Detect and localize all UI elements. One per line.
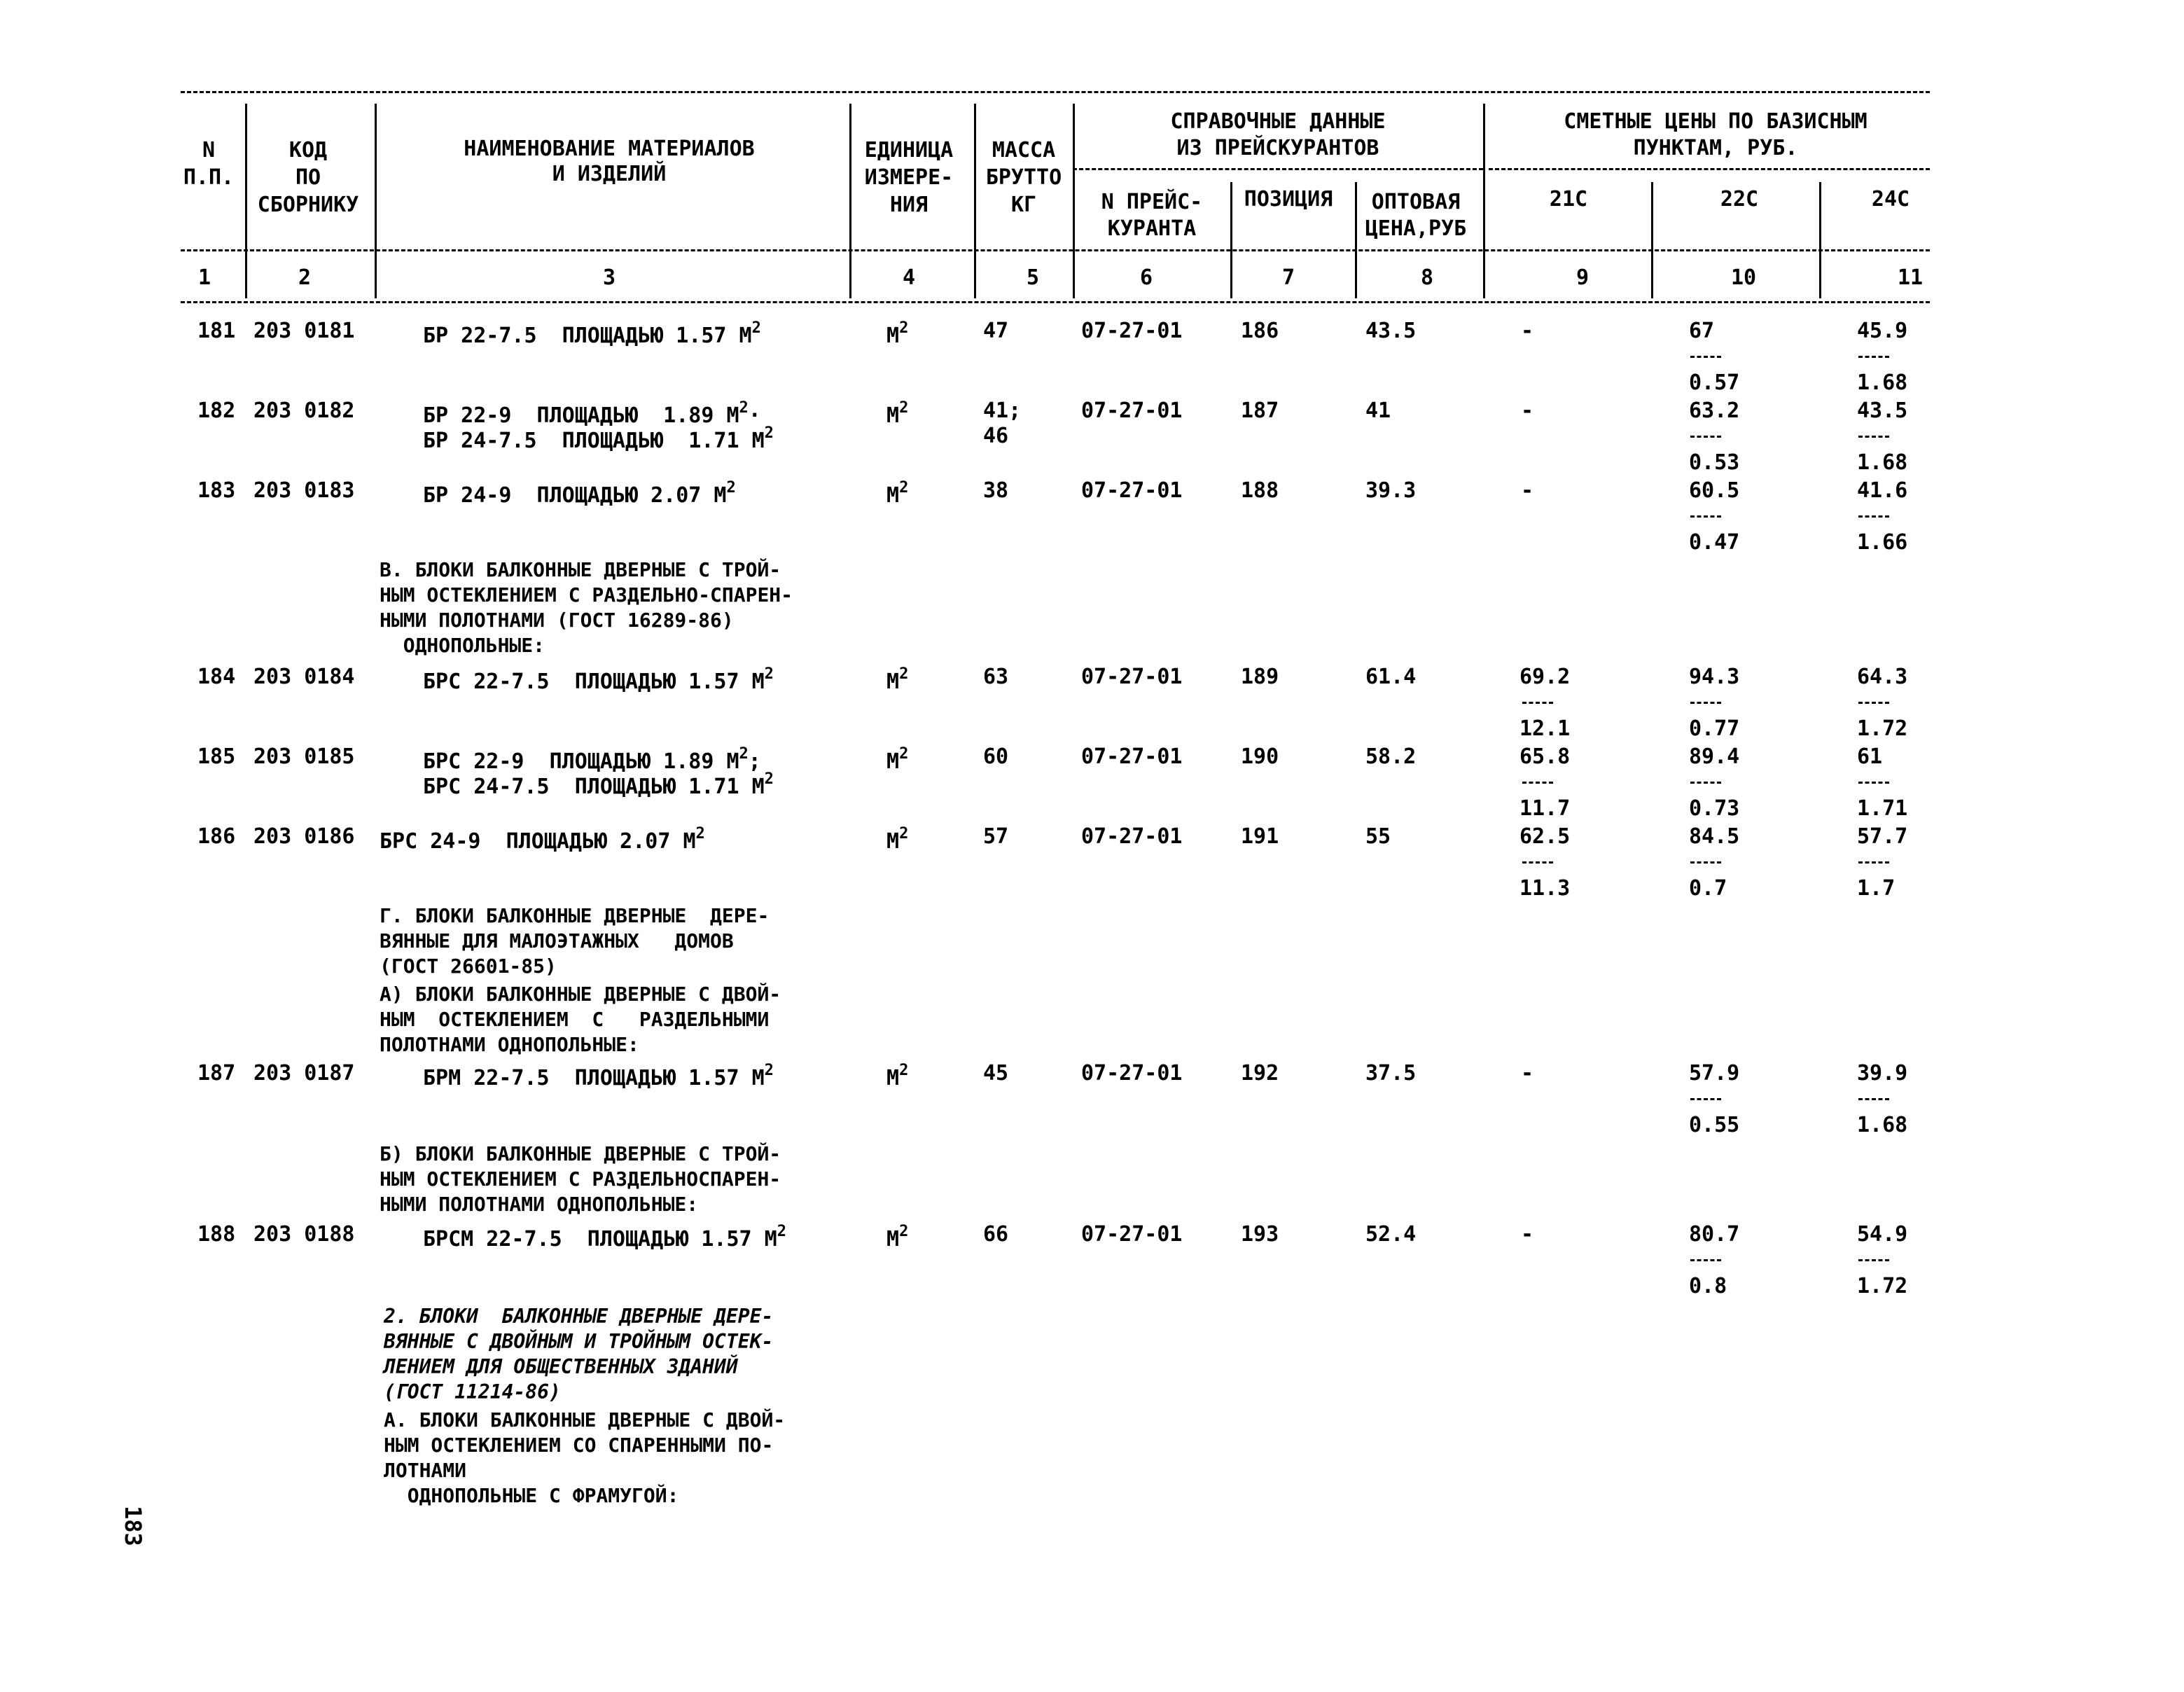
header-col-wholesale: ОПТОВАЯ ЦЕНА,РУБ	[1365, 190, 1467, 241]
row-name: БР 24-9 ПЛОЩАДЬЮ 2.07 $М^2$	[423, 479, 736, 508]
row-price-22c-sub: 0.53	[1689, 450, 1740, 475]
heading-line: (ГОСТ 11214-86)	[384, 1380, 561, 1403]
fraction-separator	[1858, 861, 1889, 864]
col-number-3: 3	[602, 265, 616, 290]
row-price-21c: -	[1521, 398, 1534, 423]
row-position: 190	[1241, 744, 1279, 769]
heading-line: ПОЛОТНАМИ ОДНОПОЛЬНЫЕ:	[380, 1033, 639, 1056]
heading-line: НЫМ ОСТЕКЛЕНИЕМ СО СПАРЕННЫМИ ПО-	[384, 1434, 774, 1457]
row-wholesale: 39.3	[1365, 478, 1417, 503]
col-number-11: 11	[1897, 265, 1924, 290]
heading-line: А. БЛОКИ БАЛКОННЫЕ ДВЕРНЫЕ С ДВОЙ-	[384, 1408, 786, 1431]
row-wholesale: 55	[1365, 824, 1391, 849]
row-number: 184	[197, 665, 236, 689]
row-price-21c-sub: 12.1	[1519, 716, 1571, 741]
row-price-24c-sub: 1.66	[1857, 530, 1908, 555]
row-price-list: 07-27-01	[1081, 398, 1183, 423]
row-price-list: 07-27-01	[1081, 744, 1183, 769]
row-name: БРМ 22-7.5 ПЛОЩАДЬЮ 1.57 $М^2$	[423, 1062, 774, 1090]
row-unit: $М^2$	[886, 1223, 909, 1251]
row-price-21c-sub: 11.7	[1519, 796, 1571, 821]
row-price-21c: -	[1521, 1061, 1534, 1086]
fraction-separator	[1858, 782, 1889, 784]
header-group-estimated: СМЕТНЫЕ ЦЕНЫ ПО БАЗИСНЫМ ПУНКТАМ, РУБ.	[1564, 109, 1867, 160]
row-wholesale: 61.4	[1365, 665, 1417, 689]
row-wholesale: 52.4	[1365, 1222, 1417, 1247]
row-wholesale: 58.2	[1365, 744, 1417, 769]
row-mass: 60	[983, 744, 1009, 769]
row-unit: $М^2$	[886, 319, 909, 348]
row-position: 188	[1241, 478, 1279, 503]
row-price-list: 07-27-01	[1081, 1222, 1183, 1247]
heading-line: Г. БЛОКИ БАЛКОННЫЕ ДВЕРНЫЕ ДЕРЕ-	[380, 904, 770, 927]
header-bottom-rule	[181, 301, 1930, 303]
row-mass: 45	[983, 1061, 1009, 1086]
fraction-separator	[1690, 356, 1721, 358]
row-code: 203 0185	[253, 744, 355, 769]
header-divider	[1651, 182, 1653, 298]
heading-line: ОДНОПОЛЬНЫЕ:	[380, 634, 545, 657]
fraction-separator	[1690, 1098, 1721, 1100]
row-mass: 47	[983, 319, 1009, 343]
row-name: БР 22-9 ПЛОЩАДЬЮ 1.89 $М^2\cdot$	[423, 399, 761, 428]
heading-line: Б) БЛОКИ БАЛКОННЫЕ ДВЕРНЫЕ С ТРОЙ-	[380, 1142, 781, 1165]
fraction-separator	[1522, 861, 1553, 864]
row-number: 186	[197, 824, 236, 849]
row-price-24c-sub: 1.68	[1857, 450, 1908, 475]
fraction-separator	[1522, 702, 1553, 704]
heading-line: (ГОСТ 26601-85)	[380, 955, 557, 978]
heading-line: НЫМИ ПОЛОТНАМИ ОДНОПОЛЬНЫЕ:	[380, 1193, 699, 1216]
row-unit: $М^2$	[886, 825, 909, 854]
row-number: 188	[197, 1222, 236, 1247]
fraction-separator	[1690, 782, 1721, 784]
row-name: БРС 22-9 ПЛОЩАДЬЮ 1.89 $М^2$;	[423, 745, 761, 774]
header-group-reference: СПРАВОЧНЫЕ ДАННЫЕ ИЗ ПРЕЙСКУРАНТОВ	[1170, 109, 1386, 160]
row-price-22c: 63.2	[1689, 398, 1740, 423]
heading-line: В. БЛОКИ БАЛКОННЫЕ ДВЕРНЫЕ С ТРОЙ-	[380, 558, 781, 581]
fraction-separator	[1522, 782, 1553, 784]
row-name: БРС 22-7.5 ПЛОЩАДЬЮ 1.57 $М^2$	[423, 665, 774, 694]
row-price-24c: 39.9	[1857, 1061, 1908, 1086]
row-position: 191	[1241, 824, 1279, 849]
row-price-24c-sub: 1.68	[1857, 1113, 1908, 1137]
header-divider	[245, 104, 247, 298]
row-name: БРСМ 22-7.5 ПЛОЩАДЬЮ 1.57 $М^2$	[423, 1223, 786, 1251]
fraction-separator	[1858, 1259, 1889, 1261]
fraction-separator	[1690, 436, 1721, 438]
row-price-24c: 61	[1857, 744, 1883, 769]
row-price-24c: 43.5	[1857, 398, 1908, 423]
row-position: 187	[1241, 398, 1279, 423]
row-wholesale: 41	[1365, 398, 1391, 423]
col-number-2: 2	[298, 265, 312, 290]
heading-line: НЫМИ ПОЛОТНАМИ (ГОСТ 16289-86)	[380, 609, 734, 632]
header-col-mass: МАССА БРУТТО КГ	[985, 138, 1062, 217]
row-price-21c-sub: 11.3	[1519, 876, 1571, 901]
row-price-21c: -	[1521, 478, 1534, 503]
row-price-21c: 65.8	[1519, 744, 1571, 769]
row-price-22c: 67	[1689, 319, 1715, 343]
heading-line: НЫМ ОСТЕКЛЕНИЕМ С РАЗДЕЛЬНО-СПАРЕН-	[380, 583, 793, 606]
row-unit: $М^2$	[886, 665, 909, 694]
row-price-list: 07-27-01	[1081, 824, 1183, 849]
row-code: 203 0186	[253, 824, 355, 849]
row-number: 187	[197, 1061, 236, 1086]
header-top-rule	[181, 91, 1930, 93]
heading-line: ВЯННЫЕ С ДВОЙНЫМ И ТРОЙНЫМ ОСТЕК-	[384, 1330, 774, 1353]
row-unit: $М^2$	[886, 399, 909, 428]
row-mass: 63	[983, 665, 1009, 689]
heading-line: ЛЕНИЕМ ДЛЯ ОБЩЕСТВЕННЫХ ЗДАНИЙ	[384, 1355, 738, 1378]
fraction-separator	[1690, 861, 1721, 864]
page-number: 183	[120, 1506, 146, 1546]
header-mid-rule	[181, 249, 1930, 251]
row-price-list: 07-27-01	[1081, 665, 1183, 689]
header-divider	[1483, 104, 1485, 298]
row-price-list: 07-27-01	[1081, 319, 1183, 343]
fraction-separator	[1690, 515, 1721, 518]
row-price-24c-sub: 1.71	[1857, 796, 1908, 821]
col-number-6: 6	[1139, 265, 1153, 290]
row-number: 185	[197, 744, 236, 769]
col-number-9: 9	[1576, 265, 1590, 290]
row-unit: $М^2$	[886, 1062, 909, 1090]
row-price-24c: 45.9	[1857, 319, 1908, 343]
row-name: БРС 24-9 ПЛОЩАДЬЮ 2.07 $М^2$	[380, 825, 705, 854]
row-mass: 38	[983, 478, 1009, 503]
fraction-separator	[1858, 515, 1889, 518]
header-divider	[1355, 182, 1357, 298]
row-price-22c: 94.3	[1689, 665, 1740, 689]
heading-line: ЛОТНАМИ	[384, 1459, 467, 1482]
row-name-line2: БРС 24-7.5 ПЛОЩАДЬЮ 1.71 $М^2$	[423, 770, 774, 799]
row-code: 203 0181	[253, 319, 355, 343]
header-col-number: N П.П.	[183, 138, 235, 190]
header-divider	[375, 104, 377, 298]
row-price-22c: 57.9	[1689, 1061, 1740, 1086]
fraction-separator	[1858, 436, 1889, 438]
row-position: 186	[1241, 319, 1279, 343]
header-divider	[1819, 182, 1821, 298]
row-mass: 57	[983, 824, 1009, 849]
row-price-22c-sub: 0.47	[1689, 530, 1740, 555]
row-price-24c: 41.6	[1857, 478, 1908, 503]
row-price-21c: -	[1521, 1222, 1534, 1247]
row-number: 183	[197, 478, 236, 503]
col-number-7: 7	[1281, 265, 1295, 290]
row-price-22c-sub: 0.55	[1689, 1113, 1740, 1137]
header-col-21c: 21С	[1549, 187, 1588, 212]
header-col-24c: 24С	[1871, 187, 1910, 212]
header-divider	[1230, 182, 1232, 298]
row-price-21c: -	[1521, 319, 1534, 343]
row-number: 181	[197, 319, 236, 343]
row-price-22c-sub: 0.8	[1689, 1274, 1727, 1298]
heading-line: НЫМ ОСТЕКЛЕНИЕМ С РАЗДЕЛЬНЫМИ	[380, 1008, 770, 1031]
fraction-separator	[1690, 702, 1721, 704]
header-group2-rule	[1489, 168, 1930, 170]
heading-line: ВЯННЫЕ ДЛЯ МАЛОЭТАЖНЫХ ДОМОВ	[380, 929, 734, 952]
row-price-24c: 57.7	[1857, 824, 1908, 849]
row-price-24c-sub: 1.68	[1857, 370, 1908, 395]
row-price-22c: 84.5	[1689, 824, 1740, 849]
row-price-24c: 54.9	[1857, 1222, 1908, 1247]
row-mass: 66	[983, 1222, 1009, 1247]
heading-line: ОДНОПОЛЬНЫЕ С ФРАМУГОЙ:	[384, 1484, 679, 1507]
header-col-price-list: N ПРЕЙС- КУРАНТА	[1101, 190, 1203, 241]
row-price-24c-sub: 1.72	[1857, 716, 1908, 741]
row-price-21c: 62.5	[1519, 824, 1571, 849]
row-price-22c: 60.5	[1689, 478, 1740, 503]
row-wholesale: 37.5	[1365, 1061, 1417, 1086]
header-col-22c: 22С	[1720, 187, 1759, 212]
row-number: 182	[197, 398, 236, 423]
header-col-code: КОД ПО СБОРНИКУ	[257, 138, 359, 217]
col-number-8: 8	[1420, 265, 1434, 290]
header-divider	[1073, 104, 1075, 298]
row-position: 193	[1241, 1222, 1279, 1247]
col-number-5: 5	[1026, 265, 1040, 290]
row-price-21c: 69.2	[1519, 665, 1571, 689]
row-code: 203 0188	[253, 1222, 355, 1247]
row-name-line2: БР 24-7.5 ПЛОЩАДЬЮ 1.71 $М^2$	[423, 424, 774, 453]
row-price-22c-sub: 0.7	[1689, 876, 1727, 901]
row-price-24c-sub: 1.72	[1857, 1274, 1908, 1298]
row-unit: $М^2$	[886, 745, 909, 774]
header-col-position: ПОЗИЦИЯ	[1244, 187, 1333, 212]
row-mass-line2: 46	[983, 424, 1009, 448]
row-wholesale: 43.5	[1365, 319, 1417, 343]
header-group1-rule	[1073, 168, 1483, 170]
header-divider	[974, 104, 976, 298]
row-name: БР 22-7.5 ПЛОЩАДЬЮ 1.57 $М^2$	[423, 319, 761, 348]
fraction-separator	[1858, 356, 1889, 358]
row-price-22c: 80.7	[1689, 1222, 1740, 1247]
heading-line: НЫМ ОСТЕКЛЕНИЕМ С РАЗДЕЛЬНОСПАРЕН-	[380, 1167, 781, 1191]
row-mass: 41;	[983, 398, 1022, 423]
heading-line: 2. БЛОКИ БАЛКОННЫЕ ДВЕРНЫЕ ДЕРЕ-	[384, 1305, 774, 1328]
fraction-separator	[1858, 1098, 1889, 1100]
row-code: 203 0182	[253, 398, 355, 423]
row-price-22c-sub: 0.77	[1689, 716, 1740, 741]
header-col-name: НАИМЕНОВАНИЕ МАТЕРИАЛОВ И ИЗДЕЛИЙ	[464, 137, 755, 186]
row-unit: $М^2$	[886, 479, 909, 508]
row-position: 192	[1241, 1061, 1279, 1086]
row-code: 203 0184	[253, 665, 355, 689]
row-position: 189	[1241, 665, 1279, 689]
heading-line: А) БЛОКИ БАЛКОННЫЕ ДВЕРНЫЕ С ДВОЙ-	[380, 983, 781, 1006]
row-price-22c-sub: 0.57	[1689, 370, 1740, 395]
row-price-list: 07-27-01	[1081, 1061, 1183, 1086]
col-number-10: 10	[1730, 265, 1757, 290]
row-code: 203 0183	[253, 478, 355, 503]
col-number-4: 4	[902, 265, 916, 290]
row-price-22c: 89.4	[1689, 744, 1740, 769]
row-price-22c-sub: 0.73	[1689, 796, 1740, 821]
fraction-separator	[1858, 702, 1889, 704]
header-col-unit: ЕДИНИЦА ИЗМЕРЕ- НИЯ	[864, 138, 954, 217]
header-divider	[849, 104, 851, 298]
row-code: 203 0187	[253, 1061, 355, 1086]
row-price-24c-sub: 1.7	[1857, 876, 1896, 901]
row-price-24c: 64.3	[1857, 665, 1908, 689]
row-price-list: 07-27-01	[1081, 478, 1183, 503]
fraction-separator	[1690, 1259, 1721, 1261]
col-number-1: 1	[197, 265, 211, 290]
